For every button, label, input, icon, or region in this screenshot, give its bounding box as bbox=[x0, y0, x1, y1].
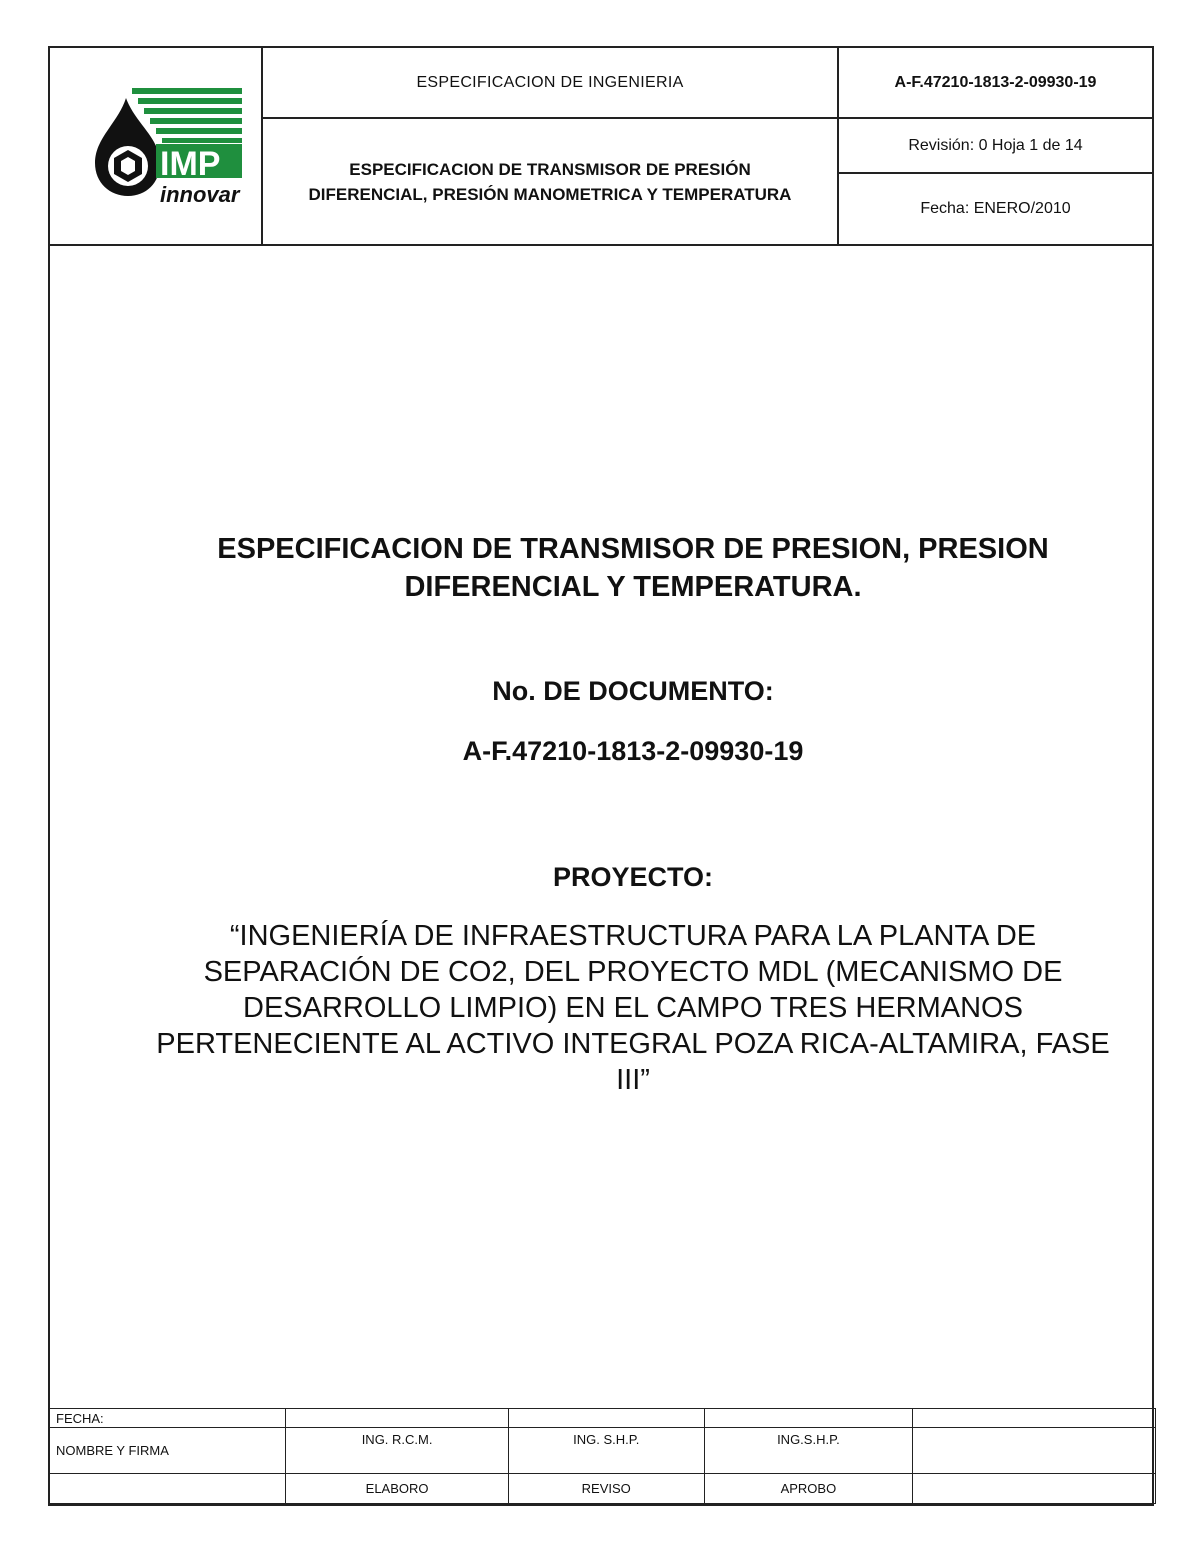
signer-name: ING. S.H.P. bbox=[508, 1428, 704, 1474]
logo-cell bbox=[50, 48, 263, 244]
project-description: “INGENIERÍA DE INFRAESTRUCTURA PARA LA PLANTA DE SEPARACIÓN DE CO2, DEL PROYECTO MDL (MECANISMO DE DESARROLLO LIMPIO) EN EL CAMPO TRES HERMANOS PERTENECIENTE AL ACTIVO INTEGRAL POZA RICA-ALTAMIRA, FASE III” bbox=[156, 920, 1110, 1096]
signer-name: ING.S.H.P. bbox=[704, 1428, 913, 1474]
signature-row-roles bbox=[50, 1474, 1156, 1504]
header-doc-code: A-F.47210-1813-2-09930-19 bbox=[839, 48, 1152, 119]
header-doc-title: ESPECIFICACION DE TRANSMISOR DE PRESIÓN DIFERENCIAL, PRESIÓN MANOMETRICA Y TEMPERATURA bbox=[308, 159, 792, 204]
signature-row-names bbox=[50, 1428, 1156, 1474]
fecha-cell bbox=[913, 1409, 1156, 1428]
revision-info: Revisión: 0 Hoja 1 de 14 bbox=[839, 119, 1152, 174]
nombre-label: NOMBRE Y FIRMA bbox=[50, 1428, 286, 1474]
signer-role: REVISO bbox=[508, 1474, 704, 1504]
fecha-cell bbox=[508, 1409, 704, 1428]
doc-number-label: No. DE DOCUMENTO: bbox=[492, 676, 774, 706]
date-info: Fecha: ENERO/2010 bbox=[920, 200, 1071, 217]
svg-text:IMP: IMP bbox=[160, 145, 221, 183]
main-title: ESPECIFICACION DE TRANSMISOR DE PRESION, PRESION DIFERENCIAL Y TEMPERATURA. bbox=[217, 533, 1049, 603]
signature-table bbox=[50, 1408, 1156, 1504]
signer-name bbox=[913, 1428, 1156, 1474]
meta-cell bbox=[839, 48, 1152, 244]
signature-row-fecha bbox=[50, 1409, 1156, 1428]
imp-logo-icon bbox=[90, 78, 250, 208]
svg-text:innovar: innovar bbox=[160, 182, 240, 207]
doc-number: A-F.47210-1813-2-09930-19 bbox=[462, 736, 804, 766]
document-header bbox=[50, 48, 1152, 246]
signer-role: ELABORO bbox=[286, 1474, 509, 1504]
signer-role: APROBO bbox=[704, 1474, 913, 1504]
title-cell bbox=[263, 48, 839, 244]
fecha-cell bbox=[286, 1409, 509, 1428]
spec-type: ESPECIFICACION DE INGENIERIA bbox=[263, 48, 837, 119]
signer-role bbox=[913, 1474, 1156, 1504]
page-frame bbox=[48, 46, 1154, 1506]
role-label-cell bbox=[50, 1474, 286, 1504]
fecha-label: FECHA: bbox=[50, 1409, 286, 1428]
signer-name: ING. R.C.M. bbox=[286, 1428, 509, 1474]
project-label: PROYECTO: bbox=[552, 862, 714, 892]
fecha-cell bbox=[704, 1409, 913, 1428]
